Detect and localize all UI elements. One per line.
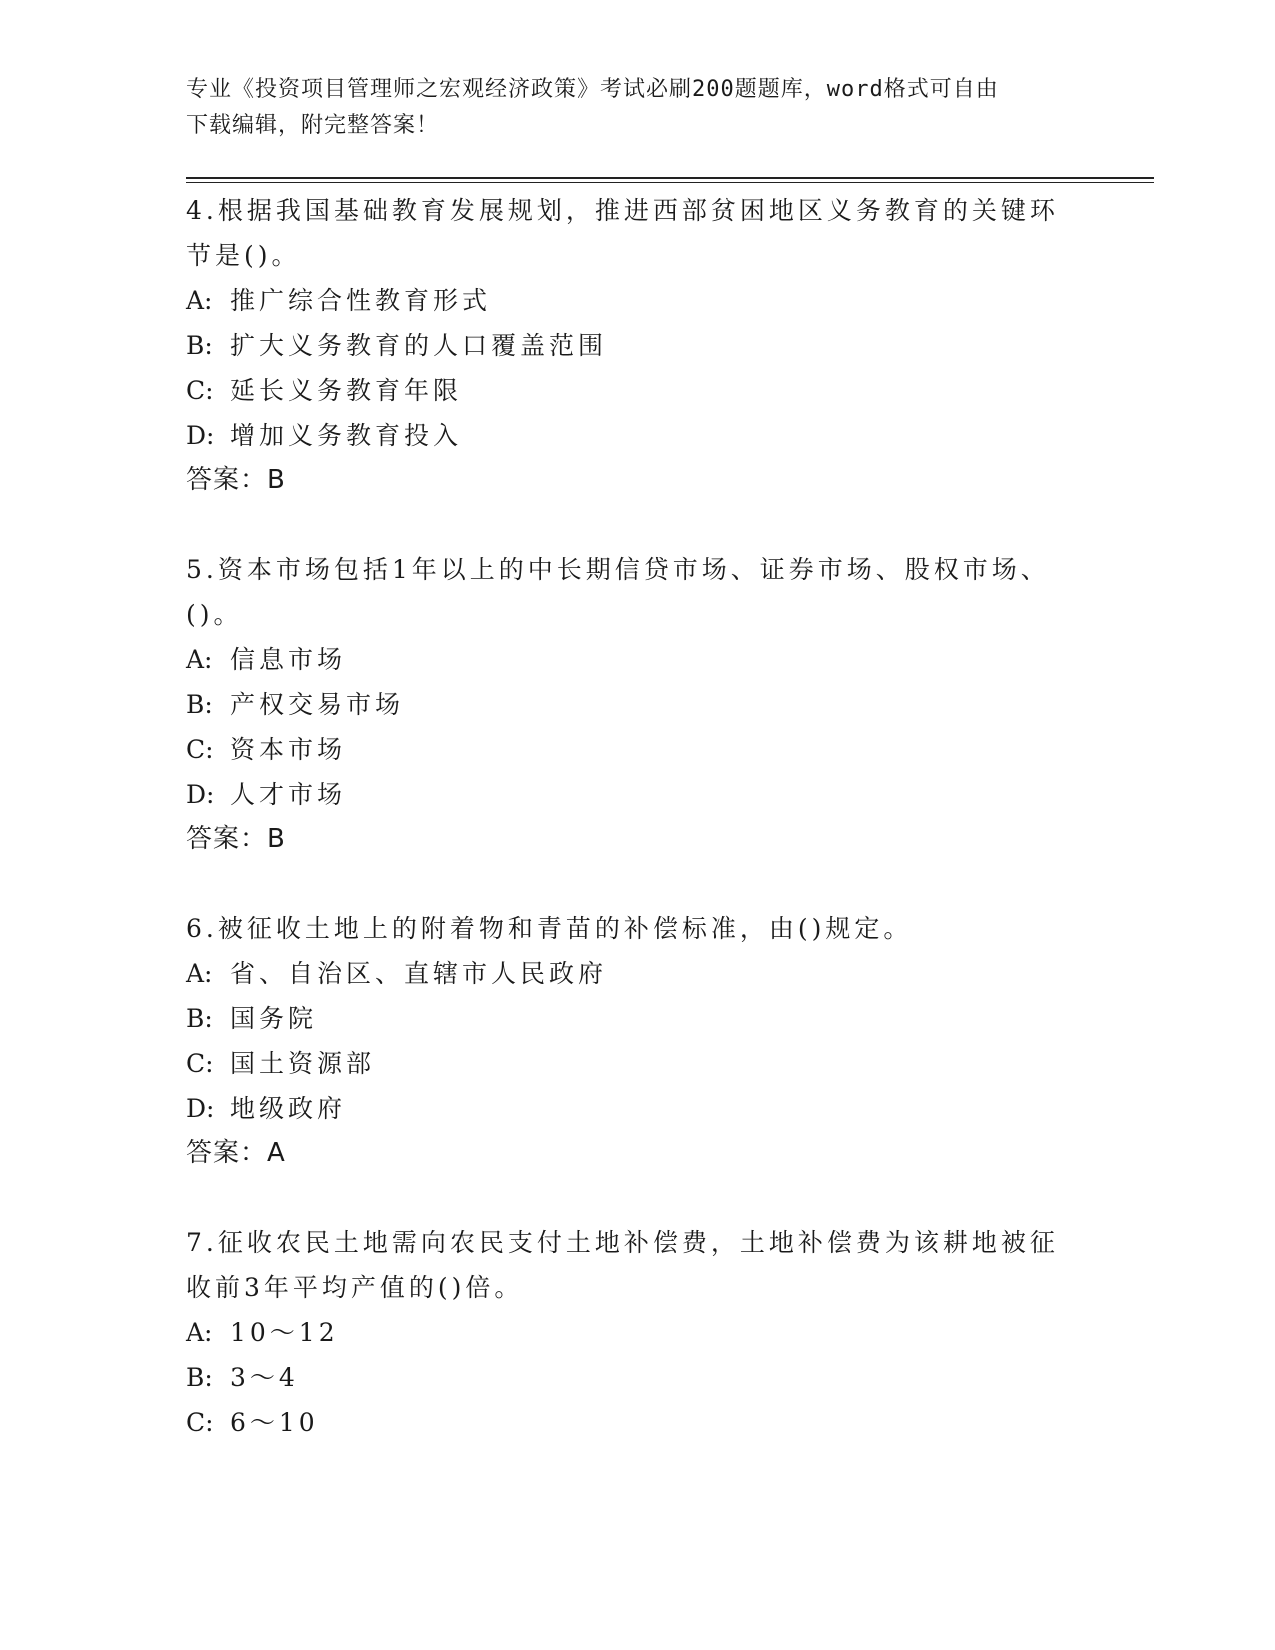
option-text: 3～4 — [230, 1363, 299, 1392]
option-a — [186, 637, 1086, 682]
option-text: 省、自治区、直辖市人民政府 — [230, 959, 608, 988]
option-text: 6～10 — [230, 1408, 319, 1437]
option-text: 产权交易市场 — [230, 690, 405, 719]
question-4 — [186, 188, 1086, 503]
header-line-2: 下载编辑，附完整答案！ — [186, 113, 440, 138]
option-a — [186, 1310, 1086, 1355]
option-text: 延长义务教育年限 — [230, 376, 463, 405]
option-b — [186, 996, 1086, 1041]
option-c — [186, 1041, 1086, 1086]
question-7 — [186, 1220, 1086, 1445]
document-header — [186, 72, 1066, 144]
header-line-1: 专业《投资项目管理师之宏观经济政策》考试必刷200题题库，word格式可自由 — [186, 77, 999, 102]
question-6 — [186, 906, 1086, 1176]
question-stem — [186, 547, 1066, 637]
header-rule-thick — [186, 177, 1154, 179]
option-d — [186, 772, 1086, 817]
option-key: B: — [186, 331, 213, 360]
option-text: 人才市场 — [230, 780, 347, 809]
option-d — [186, 1086, 1086, 1131]
header-rule-thin — [186, 182, 1154, 183]
option-key: D: — [186, 780, 215, 809]
option-key: C: — [186, 1049, 214, 1078]
question-stem-line: 5.资本市场包括1年以上的中长期信贷市场、证券市场、股权市场、 — [186, 555, 1050, 584]
option-text: 资本市场 — [230, 735, 347, 764]
option-key: C: — [186, 376, 214, 405]
option-b — [186, 1355, 1086, 1400]
question-stem-line: 6.被征收土地上的附着物和青苗的补偿标准，由()规定。 — [186, 914, 913, 943]
option-c — [186, 368, 1086, 413]
question-5 — [186, 547, 1086, 862]
question-stem — [186, 1220, 1066, 1310]
option-key: A: — [186, 959, 213, 988]
option-key: B: — [186, 1363, 213, 1392]
option-key: A: — [186, 1318, 213, 1347]
option-text: 信息市场 — [230, 645, 347, 674]
option-text: 10～12 — [230, 1318, 339, 1347]
question-list — [186, 188, 1086, 1489]
question-stem — [186, 906, 1066, 951]
option-b — [186, 682, 1086, 727]
question-stem-line: 收前3年平均产值的()倍。 — [186, 1273, 524, 1302]
option-text: 国务院 — [230, 1004, 318, 1033]
option-key: C: — [186, 1408, 214, 1437]
question-stem — [186, 188, 1066, 278]
option-text: 推广综合性教育形式 — [230, 286, 492, 315]
option-key: B: — [186, 1004, 213, 1033]
answer: 答案：A — [186, 1138, 286, 1168]
option-text: 增加义务教育投入 — [230, 421, 463, 450]
option-key: D: — [186, 1094, 215, 1123]
option-b — [186, 323, 1086, 368]
question-stem-line: ()。 — [186, 600, 243, 629]
option-d — [186, 413, 1086, 458]
option-c — [186, 727, 1086, 772]
option-text: 地级政府 — [230, 1094, 347, 1123]
question-stem-line: 节是()。 — [186, 241, 301, 270]
question-stem-line: 4.根据我国基础教育发展规划，推进西部贫困地区义务教育的关键环 — [186, 196, 1059, 225]
option-a — [186, 278, 1086, 323]
option-c — [186, 1400, 1086, 1445]
option-key: C: — [186, 735, 214, 764]
option-key: B: — [186, 690, 213, 719]
question-stem-line: 7.征收农民土地需向农民支付土地补偿费，土地补偿费为该耕地被征 — [186, 1228, 1059, 1257]
option-text: 国土资源部 — [230, 1049, 376, 1078]
answer: 答案：B — [186, 465, 286, 495]
answer: 答案：B — [186, 824, 286, 854]
option-key: D: — [186, 421, 215, 450]
option-key: A: — [186, 286, 213, 315]
option-text: 扩大义务教育的人口覆盖范围 — [230, 331, 608, 360]
option-key: A: — [186, 645, 213, 674]
option-a — [186, 951, 1086, 996]
